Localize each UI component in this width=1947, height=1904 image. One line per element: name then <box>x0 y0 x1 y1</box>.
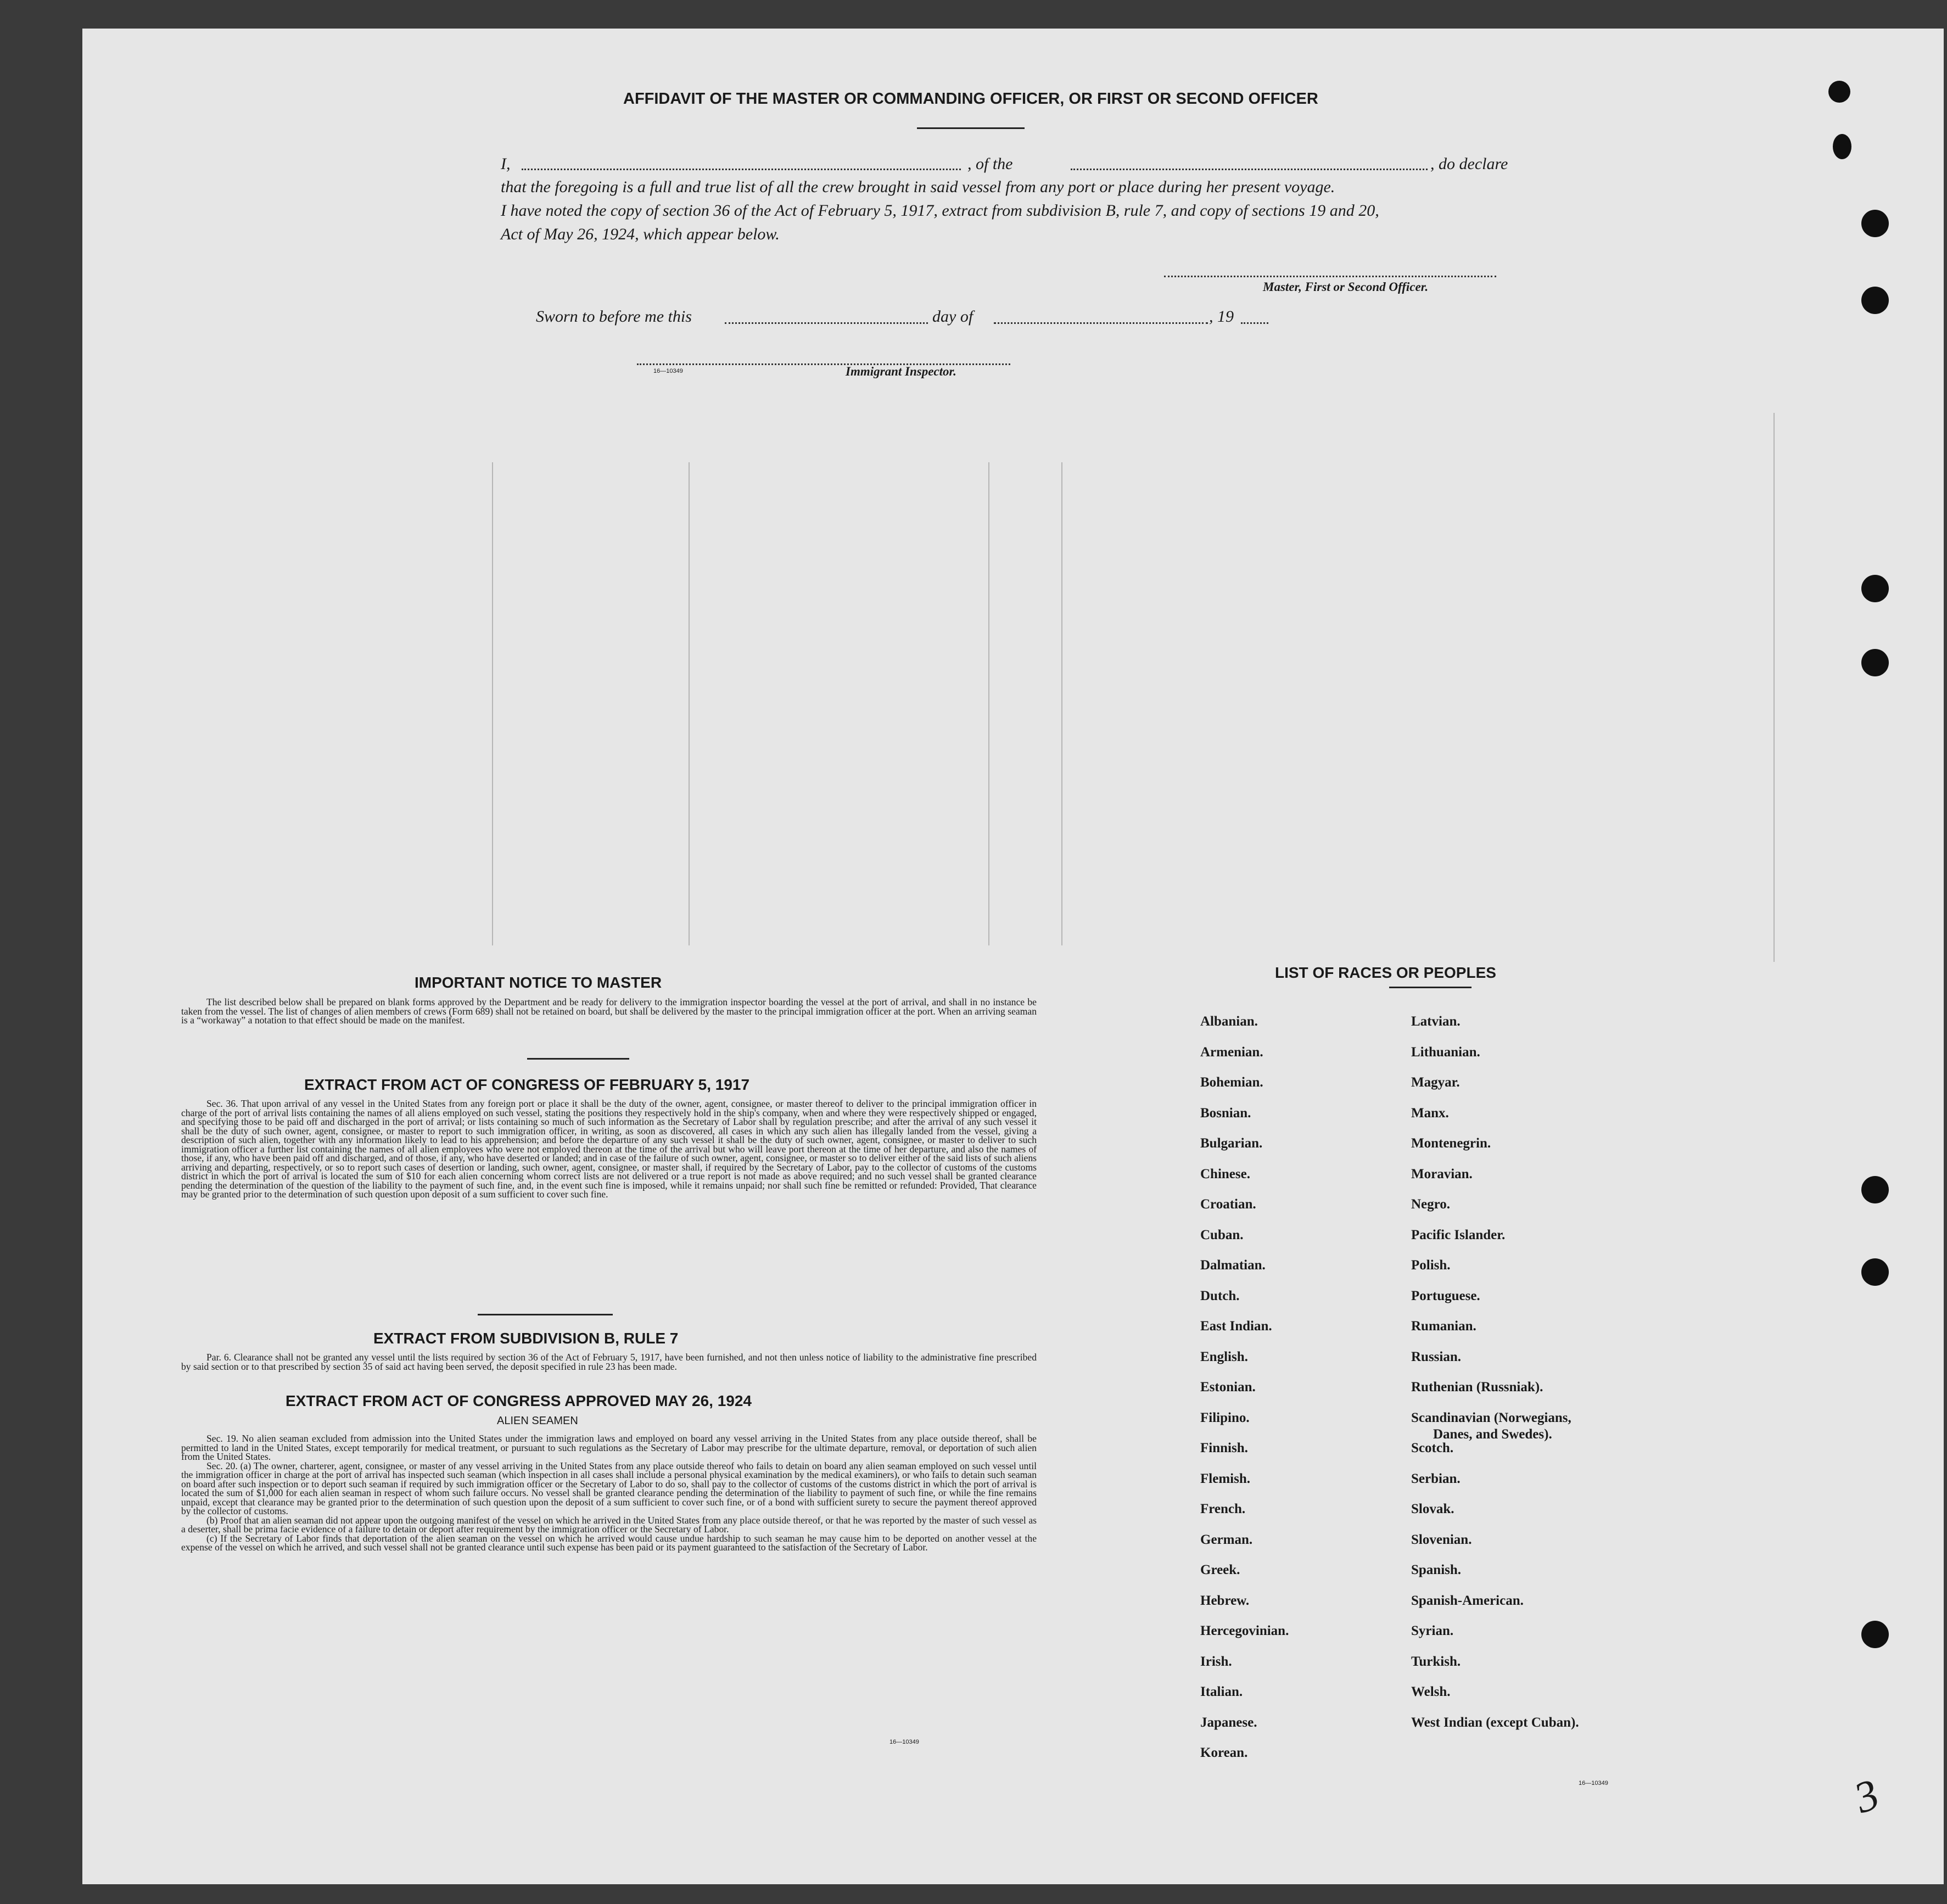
punch-hole <box>1828 81 1850 103</box>
form-sheet <box>82 29 1944 1884</box>
affidavit-line-3: I have noted the copy of section 36 of the Act of February 5, 1917, extract from subdivision B, rule 7, and copy of sections 19 and 20, <box>501 201 1379 220</box>
sworn-day-of: day of <box>932 307 973 326</box>
sworn-month-blank <box>994 322 1208 324</box>
punch-hole <box>1861 210 1889 237</box>
form-number: 16—10349 <box>653 368 683 374</box>
race-item: Armenian. <box>1200 1044 1263 1060</box>
ghost-column-line <box>689 462 690 945</box>
race-item: Bulgarian. <box>1200 1136 1263 1151</box>
race-item: Estonian. <box>1200 1380 1256 1395</box>
race-item: Korean. <box>1200 1745 1248 1760</box>
race-item: East Indian. <box>1200 1319 1272 1334</box>
label-do-declare: , do declare <box>1430 155 1508 173</box>
race-item: Slovak. <box>1411 1502 1454 1516</box>
race-item: Serbian. <box>1411 1471 1461 1486</box>
ghost-column-line <box>988 462 989 945</box>
punch-hole <box>1833 134 1851 159</box>
race-item: Finnish. <box>1200 1441 1248 1455</box>
race-item: English. <box>1200 1349 1248 1364</box>
divider <box>917 127 1025 129</box>
race-item: Dalmatian. <box>1200 1258 1266 1273</box>
ghost-column-line <box>1773 413 1775 962</box>
race-item: Italian. <box>1200 1684 1243 1699</box>
race-item: Japanese. <box>1200 1715 1257 1730</box>
handwritten-page-number: 3 <box>1848 1769 1886 1823</box>
race-item: Lithuanian. <box>1411 1044 1480 1060</box>
extract-1917-title: EXTRACT FROM ACT OF CONGRESS OF FEBRUARY 5, 1917 <box>304 1076 750 1093</box>
race-item: Syrian. <box>1411 1623 1454 1638</box>
form-number: 16—10349 <box>1579 1780 1608 1787</box>
race-item: Russian. <box>1411 1349 1462 1364</box>
alien-seamen-subtitle: ALIEN SEAMEN <box>497 1415 578 1427</box>
race-item: Moravian. <box>1411 1166 1473 1181</box>
race-item: German. <box>1200 1532 1253 1547</box>
notice-title: IMPORTANT NOTICE TO MASTER <box>415 974 662 991</box>
vessel-blank <box>1071 169 1428 170</box>
form-number: 16—10349 <box>889 1739 919 1745</box>
sec-36-paragraph: Sec. 36. That upon arrival of any vessel in the United States from any foreign port or place it shall be the duty of the owner, agent, consignee, or master thereof to deliver to the principal immigration officer in charge of the port of arrival lists containing the names of all aliens employed on such vessel, stating the positions they respectively hold in the ship's company, when and where they were respectively shipped or engaged, and specifying those to be paid off and discharged in the port of arrival; or lists containing so much of such information as the Secretary of Labor shall by regulation prescribe; and after the arrival of any such vessel it shall be the duty of such owner, agent, consignee, or master to report to such immigration officer, in writing, as soon as discovered, all cases in which any such alien has illegally landed from the vessel, giving a description of such alien, together with any information likely to lead to his apprehension; and before the departure of any such vessel it shall be the duty of such owner, agent, consignee, or master to deliver to such immigration officer a further list containing the names of all alien employees who were not employed thereon at the time of the arrival but who will leave port thereon at the time of her departure, and also the names of those, if any, who have been paid off and discharged, and of those, if any, who have deserted or landed; and in case of the failure of such owner, agent, consignee, or master so to deliver either of the said lists of such aliens arriving and departing, respectively, or so to report such cases of desertion or landing, such owner, agent, consignee, or master shall, if required by the Secretary of Labor, pay to the collector of customs of the customs district in which the port of arrival is located the sum of $10 for each alien concerning whom correct lists are not delivered or a true report is not made as above required; and no such vessel shall be granted clearance pending the determination of the question of the liability to the payment of such fine, and, in the event such fine is imposed, while it remains unpaid; nor shall such fine be remitted or refunded: Provided, That clearance may be granted prior to the determination of such question upon deposit of a sum sufficient to cover such fine. <box>181 1098 1037 1200</box>
affidavit-line-2: that the foregoing is a full and true list of all the crew brought in said vessel from any port or place during her present voyage. <box>501 178 1335 196</box>
label-i: I, <box>501 155 511 173</box>
race-item: Polish. <box>1411 1258 1451 1273</box>
punch-hole <box>1861 1176 1889 1203</box>
affidavit-title: AFFIDAVIT OF THE MASTER OR COMMANDING OFFICER, OR FIRST OR SECOND OFFICER <box>623 90 1318 108</box>
race-item: Montenegrin. <box>1411 1136 1491 1151</box>
race-item: Turkish. <box>1411 1654 1461 1669</box>
divider <box>478 1314 613 1315</box>
race-item: Portuguese. <box>1411 1288 1480 1303</box>
signature-caption: Master, First or Second Officer. <box>1263 280 1429 294</box>
sworn-prefix: Sworn to before me this <box>536 307 692 326</box>
race-item: Bohemian. <box>1200 1075 1263 1090</box>
signature-blank <box>1164 276 1496 277</box>
race-item: Manx. <box>1411 1105 1449 1121</box>
punch-hole <box>1861 1258 1889 1286</box>
extract-rule7-title: EXTRACT FROM SUBDIVISION B, RULE 7 <box>373 1330 679 1347</box>
races-title: LIST OF RACES OR PEOPLES <box>1275 964 1496 981</box>
sec-20c-paragraph: (c) If the Secretary of Labor finds that deportation of the alien seaman on the vessel on which he arrived would cause undue hardship to such seaman he may cause him to be deported on another vessel at the expense of the vessel on which he arrived, and such vessel shall not be granted clearance until such expense has been paid or its payment guaranteed to the satisfaction of the Secretary of Labor. <box>181 1532 1037 1553</box>
race-item: Latvian. <box>1411 1014 1461 1029</box>
ghost-column-line <box>1061 462 1062 945</box>
sec-20b-paragraph: (b) Proof that an alien seaman did not appear upon the outgoing manifest of the vessel on which he arrived in the United States from any place outside thereof, or that he was reported by the master of such vessel as a deserter, shall be prima facie evidence of a failure to detain or deport after requirement by the immigration officer or the Secretary of Labor. <box>181 1514 1037 1535</box>
notice-paragraph: The list described below shall be prepared on blank forms approved by the Department and be ready for delivery to the immigration inspector boarding the vessel at the port of arrival, and shall in no instance be taken from the vessel. The list of changes of alien members of crews (Form 689) shall not be retained on board, but shall be delivered by the master to the principal immigration officer at the port. When an arriving seaman is a “workaway” a notation to that effect should be made on the manifest. <box>181 996 1037 1026</box>
punch-hole <box>1861 287 1889 314</box>
race-item: Irish. <box>1200 1654 1232 1669</box>
race-item: Cuban. <box>1200 1227 1244 1242</box>
sworn-year: , 19 <box>1209 307 1234 326</box>
race-item: Chinese. <box>1200 1166 1250 1181</box>
sworn-day-blank <box>725 322 928 324</box>
affidavit-line-1 <box>501 155 511 173</box>
race-item: Slovenian. <box>1411 1532 1472 1547</box>
par-6-paragraph: Par. 6. Clearance shall not be granted any vessel until the lists required by section 36 of the Act of February 5, 1917, have been furnished, and not then unless notice of liability to the administrative fine prescribed by said section or to that prescribed by section 35 of said act having been served, the deposit specified in rule 23 has been made. <box>181 1352 1037 1372</box>
race-item: Negro. <box>1411 1197 1451 1212</box>
race-item: Bosnian. <box>1200 1105 1251 1121</box>
race-item: Scotch. <box>1411 1441 1454 1455</box>
race-item: Dutch. <box>1200 1288 1240 1303</box>
race-item: Flemish. <box>1200 1471 1250 1486</box>
extract-1917-text <box>181 1099 1037 1199</box>
race-item: Pacific Islander. <box>1411 1227 1506 1242</box>
race-item: Ruthenian (Russniak). <box>1411 1380 1543 1395</box>
notice-text <box>181 998 1037 1025</box>
race-item: Croatian. <box>1200 1197 1256 1212</box>
extract-1924-text <box>181 1434 1037 1552</box>
extract-1924-title: EXTRACT FROM ACT OF CONGRESS APPROVED MAY 26, 1924 <box>286 1392 752 1409</box>
punch-hole <box>1861 575 1889 602</box>
affidavit-line-4: Act of May 26, 1924, which appear below. <box>501 225 780 243</box>
name-blank <box>522 169 961 170</box>
race-item: Scandinavian (Norwegians, <box>1411 1410 1571 1425</box>
divider <box>527 1058 629 1060</box>
race-item: Hercegovinian. <box>1200 1623 1289 1638</box>
ghost-column-line <box>492 462 493 945</box>
race-item: Magyar. <box>1411 1075 1460 1090</box>
race-item: Albanian. <box>1200 1014 1258 1029</box>
race-item: Hebrew. <box>1200 1593 1250 1608</box>
race-item: West Indian (except Cuban). <box>1411 1715 1579 1730</box>
sec-20a-paragraph: Sec. 20. (a) The owner, charterer, agent, consignee, or master of any vessel arriving in the United States from any place outside thereof who fails to detain on board any alien seaman employed on such vessel until the immigration officer in charge at the port of arrival has inspected such seaman (which inspection in all cases shall include a personal physical examination by the medical examiners), or who fails to detain such seaman on board after such inspection or to deport such seaman if required by such immigration officer or the Secretary of Labor to do so, shall pay to the collector of customs of the customs district in which the port of arrival is located the sum of $1,000 for each alien seaman in respect of whom such failure occurs. No vessel shall be granted clearance pending the determination of the liability to payment of such fine, or while the fine remains unpaid, except that clearance may be granted prior to the determination of such question upon the deposit of a sum sufficient to cover such fine, or of a bond with sufficient surety to secure the payment thereof approved by the collector of customs. <box>181 1460 1037 1516</box>
race-item: Danes, and Swedes). <box>1433 1426 1552 1442</box>
sworn-year-blank <box>1241 322 1268 324</box>
sec-19-paragraph: Sec. 19. No alien seaman excluded from admission into the United States under the immigration laws and employed on board any vessel arriving in the United States from any place outside thereof, shall be permitted to land in the United States, except temporarily for medical treatment, or pursuant to such regulations as the Secretary of Labor may prescribe for the ultimate departure, removal, or deportation of such alien from the United States. <box>181 1433 1037 1462</box>
race-item: Filipino. <box>1200 1410 1250 1425</box>
race-item: Spanish. <box>1411 1563 1462 1577</box>
race-item: Rumanian. <box>1411 1319 1476 1334</box>
inspector-caption: Immigrant Inspector. <box>846 365 956 378</box>
label-of-the: , of the <box>967 155 1013 173</box>
race-item: Greek. <box>1200 1563 1240 1577</box>
race-item: Spanish-American. <box>1411 1593 1524 1608</box>
race-item: French. <box>1200 1502 1246 1516</box>
punch-hole <box>1861 649 1889 676</box>
divider <box>1389 987 1472 988</box>
punch-hole <box>1861 1621 1889 1648</box>
extract-rule7-text <box>181 1353 1037 1371</box>
race-item: Welsh. <box>1411 1684 1451 1699</box>
